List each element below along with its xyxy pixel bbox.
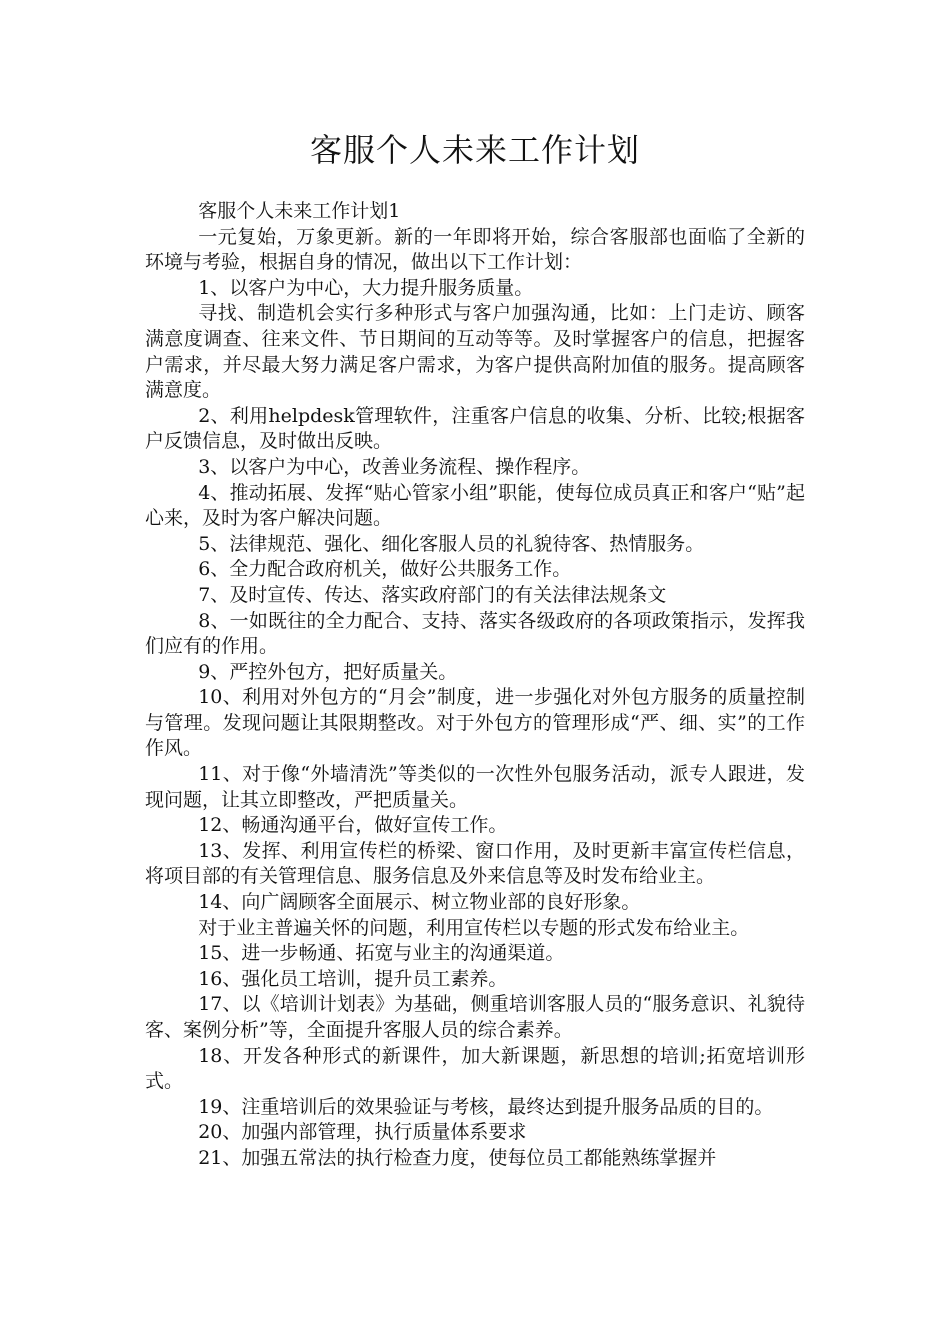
- paragraph: 客服个人未来工作计划1: [198, 200, 401, 222]
- paragraph: 寻找、制造机会实行多种形式与客户加强沟通，比如：上门走访、顾客满意度调查、往来文件、节日期间的互动等等。及时掌握客户的信息，把握客户需求，并尽最大努力满足客户需求，为客户提供高附加值的服务。提高顾客满意度。: [145, 302, 805, 402]
- paragraph: 12、畅通沟通平台，做好宣传工作。: [198, 814, 508, 837]
- paragraph: 7、及时宣传、传达、落实政府部门的有关法律法规条文: [198, 583, 667, 606]
- paragraph: 5、法律规范、强化、细化客服人员的礼貌待客、热情服务。: [198, 532, 705, 555]
- document-title: 客服个人未来工作计划: [309, 131, 640, 169]
- paragraph: 10、利用对外包方的“月会”制度，进一步强化对外包方服务的质量控制与管理。发现问题让其限期整改。对于外包方的管理形成“严、细、实”的工作作风。: [145, 686, 805, 760]
- paragraph: 对于业主普遍关怀的问题，利用宣传栏以专题的形式发布给业主。: [198, 916, 750, 939]
- paragraph: 3、以客户为中心，改善业务流程、操作程序。: [198, 455, 591, 478]
- paragraph: 2、利用helpdesk管理软件，注重客户信息的收集、分析、比较;根据客户反馈信息，及时做出反映。: [145, 404, 805, 453]
- paragraph: 一元复始，万象更新。新的一年即将开始，综合客服部也面临了全新的环境与考验，根据自身的情况，做出以下工作计划：: [145, 225, 805, 274]
- paragraph: 16、强化员工培训，提升员工素养。: [198, 967, 508, 990]
- paragraph: 18、开发各种形式的新课件，加大新课题，新思想的培训;拓宽培训形式。: [145, 1044, 805, 1093]
- paragraph: 6、全力配合政府机关，做好公共服务工作。: [198, 558, 572, 581]
- paragraph: 21、加强五常法的执行检查力度，使每位员工都能熟练掌握并: [198, 1146, 717, 1169]
- paragraph: 14、向广阔顾客全面展示、树立物业部的良好形象。: [198, 891, 641, 914]
- paragraph: 1、以客户为中心，大力提升服务质量。: [198, 276, 534, 299]
- paragraph: 15、进一步畅通、拓宽与业主的沟通渠道。: [198, 942, 565, 965]
- paragraph: 9、严控外包方，把好质量关。: [198, 660, 458, 683]
- paragraph: 4、推动拓展、发挥“贴心管家小组”职能，使每位成员真正和客户“贴”起心来，及时为客户解决问题。: [145, 481, 805, 530]
- paragraph: 20、加强内部管理，执行质量体系要求: [198, 1121, 527, 1144]
- document-body: [145, 199, 805, 1172]
- paragraph: 17、以《培训计划表》为基础，侧重培训客服人员的“服务意识、礼貌待客、案例分析”等，全面提升客服人员的综合素养。: [145, 993, 805, 1041]
- paragraph: 13、发挥、利用宣传栏的桥梁、窗口作用，及时更新丰富宣传栏信息，将项目部的有关管理信息、服务信息及外来信息等及时发布给业主。: [145, 839, 805, 888]
- paragraph: 19、注重培训后的效果验证与考核，最终达到提升服务品质的目的。: [198, 1095, 774, 1118]
- paragraph: 11、对于像“外墙清洗”等类似的一次性外包服务活动，派专人跟进，发现问题，让其立即整改，严把质量关。: [145, 763, 805, 811]
- paragraph: 8、一如既往的全力配合、支持、落实各级政府的各项政策指示，发挥我们应有的作用。: [145, 609, 805, 658]
